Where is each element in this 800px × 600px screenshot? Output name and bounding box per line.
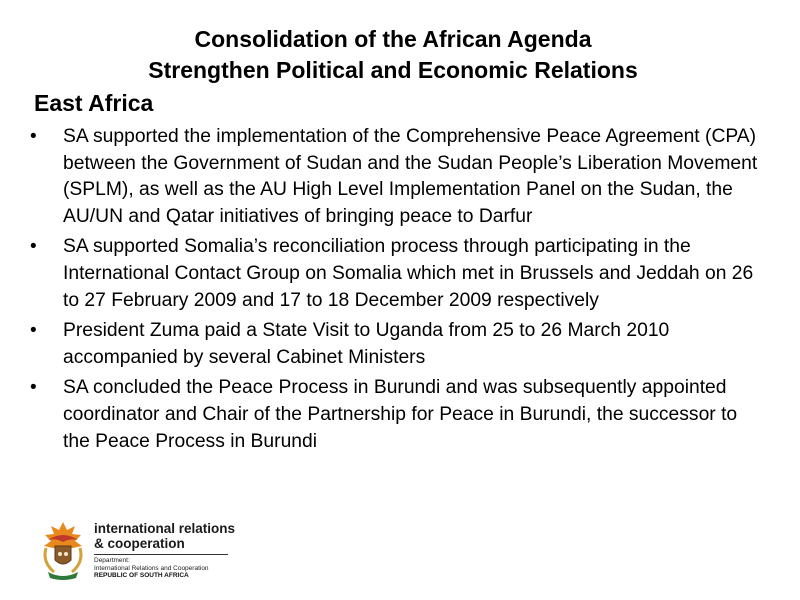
bullet-list	[30, 124, 765, 459]
department-full-name: International Relations and Cooperation	[94, 564, 209, 572]
country-name: REPUBLIC OF SOUTH AFRICA	[94, 572, 189, 579]
coat-of-arms-icon	[40, 518, 86, 582]
bullet-item	[30, 375, 765, 455]
slide-title	[0, 24, 786, 86]
bullet-marker: •	[30, 236, 37, 258]
bullet-item	[30, 318, 765, 371]
department-label: Department:	[94, 557, 130, 564]
bullet-marker: •	[30, 320, 37, 342]
title-line-2: Strengthen Political and Economic Relations	[148, 57, 638, 83]
department-name-line-2: & cooperation	[94, 536, 185, 551]
department-name-block	[94, 521, 244, 580]
bullet-text: SA concluded the Peace Process in Burundi and was subsequently appointed coordinator and Chair of the Partnership for Peace in Burundi, the successor to the Peace Process in Burundi	[63, 377, 738, 452]
divider	[94, 554, 228, 555]
bullet-text: SA supported the implementation of the Comprehensive Peace Agreement (CPA) between the Government of Sudan and the Sudan People’s Liberation Movement (SPLM), as well as the AU High Level Implementation Panel on the Sudan, the AU/UN and Qatar initiatives of bringing peace to Darfur	[63, 126, 758, 227]
title-line-1: Consolidation of the African Agenda	[194, 26, 592, 52]
bullet-text: President Zuma paid a State Visit to Uganda from 25 to 26 March 2010 accompanied by several Cabinet Ministers	[63, 320, 670, 368]
department-name-line-1: international relations	[94, 521, 236, 536]
section-heading: East Africa	[34, 90, 154, 116]
bullet-text: SA supported Somalia’s reconciliation process through participating in the International Contact Group on Somalia which met in Brussels and Jeddah on 26 to 27 February 2009 and 17 to 18 December 2009 respectively	[63, 236, 754, 311]
bullet-item	[30, 234, 765, 314]
bullet-item	[30, 124, 765, 230]
bullet-marker: •	[30, 377, 37, 399]
bullet-marker: •	[30, 126, 37, 147]
